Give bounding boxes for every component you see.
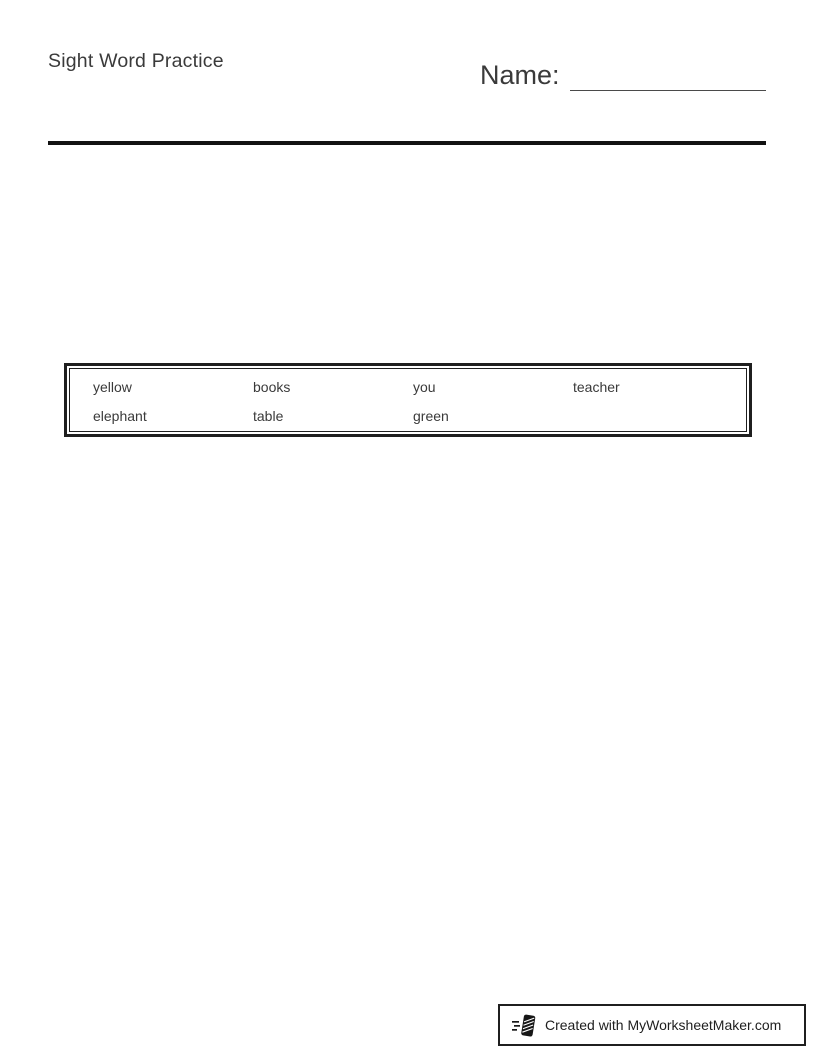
word-bank-word: table xyxy=(253,408,284,424)
word-bank-word: yellow xyxy=(93,379,132,395)
word-bank-word: you xyxy=(413,379,436,395)
name-block xyxy=(480,54,766,91)
header-divider xyxy=(48,141,766,145)
word-bank-word: green xyxy=(413,408,449,424)
name-label: Name: xyxy=(480,60,560,90)
word-bank-word: teacher xyxy=(573,379,620,395)
page-title: Sight Word Practice xyxy=(48,50,224,72)
name-input-line[interactable] xyxy=(570,54,766,91)
footer-credit-badge xyxy=(498,1004,806,1046)
word-bank-box xyxy=(64,363,752,437)
word-bank-grid xyxy=(69,368,747,432)
word-bank-word: books xyxy=(253,379,291,395)
footer-credit-text: Created with MyWorksheetMaker.com xyxy=(545,1017,782,1033)
word-bank-word: elephant xyxy=(93,408,147,424)
worksheet-maker-logo-icon xyxy=(511,1012,538,1039)
